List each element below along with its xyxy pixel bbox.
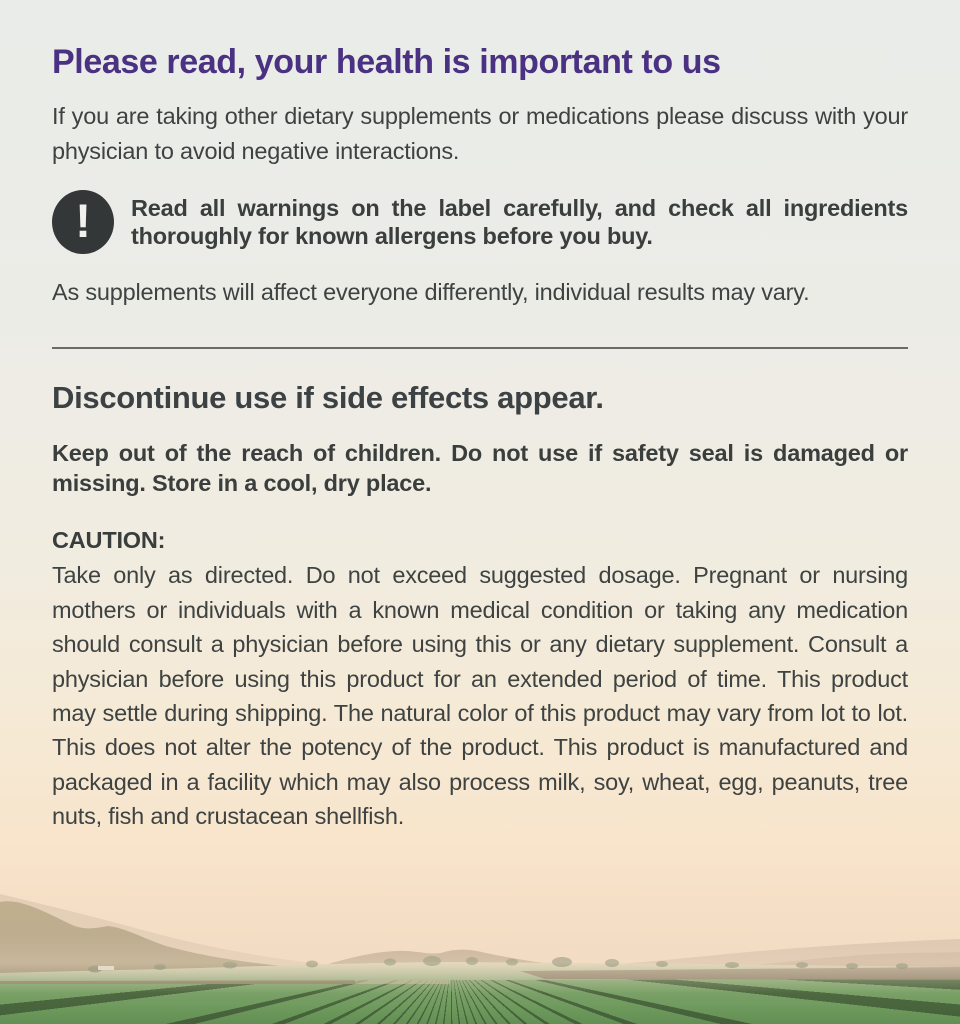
intro-text: If you are taking other dietary supplements or medications please discuss with your physician to avoid negative interactions. [52,103,908,164]
caution-body-text: Take only as directed. Do not exceed suggested dosage. Pregnant or nursing mothers or individuals with a known medical condition or taking any medication should consult a physician before using this or any dietary supplement. Consult a physician before using this product for an extended period of time. This product may settle during shipping. The natural color of this product may vary from lot to lot. This does not alter the potency of the product. This product is manufactured and packaged in a facility which may also process milk, soy, wheat, egg, peanuts, tree nuts, fish and crustacean shellfish. [52,562,908,830]
horizon-trees [88,956,908,973]
warning-callout-text: Read all warnings on the label carefully, and check all ingredients thoroughly for known allergens before you buy. [131,194,908,250]
exclamation-glyph: ! [75,194,91,248]
farm-field-photo [0,854,960,1024]
caution-label: CAUTION: [52,526,166,553]
warning-callout [52,190,908,254]
page-title: Please read, your health is important to us [52,43,721,81]
section-divider [52,347,908,349]
safety-note-text: Keep out of the reach of children. Do not use if safety seal is damaged or missing. Store in a cool, dry place. [52,440,908,496]
mountains-horizon-graphic [0,854,960,1024]
crop-rows-field [0,966,960,1024]
atmospheric-haze-overlay [0,854,960,1024]
alert-exclamation-icon [52,190,114,254]
section-heading: Discontinue use if side effects appear. [52,379,604,415]
disclaimer-text: As supplements will affect everyone differently, individual results may vary. [52,279,810,306]
farm-building [98,966,114,970]
